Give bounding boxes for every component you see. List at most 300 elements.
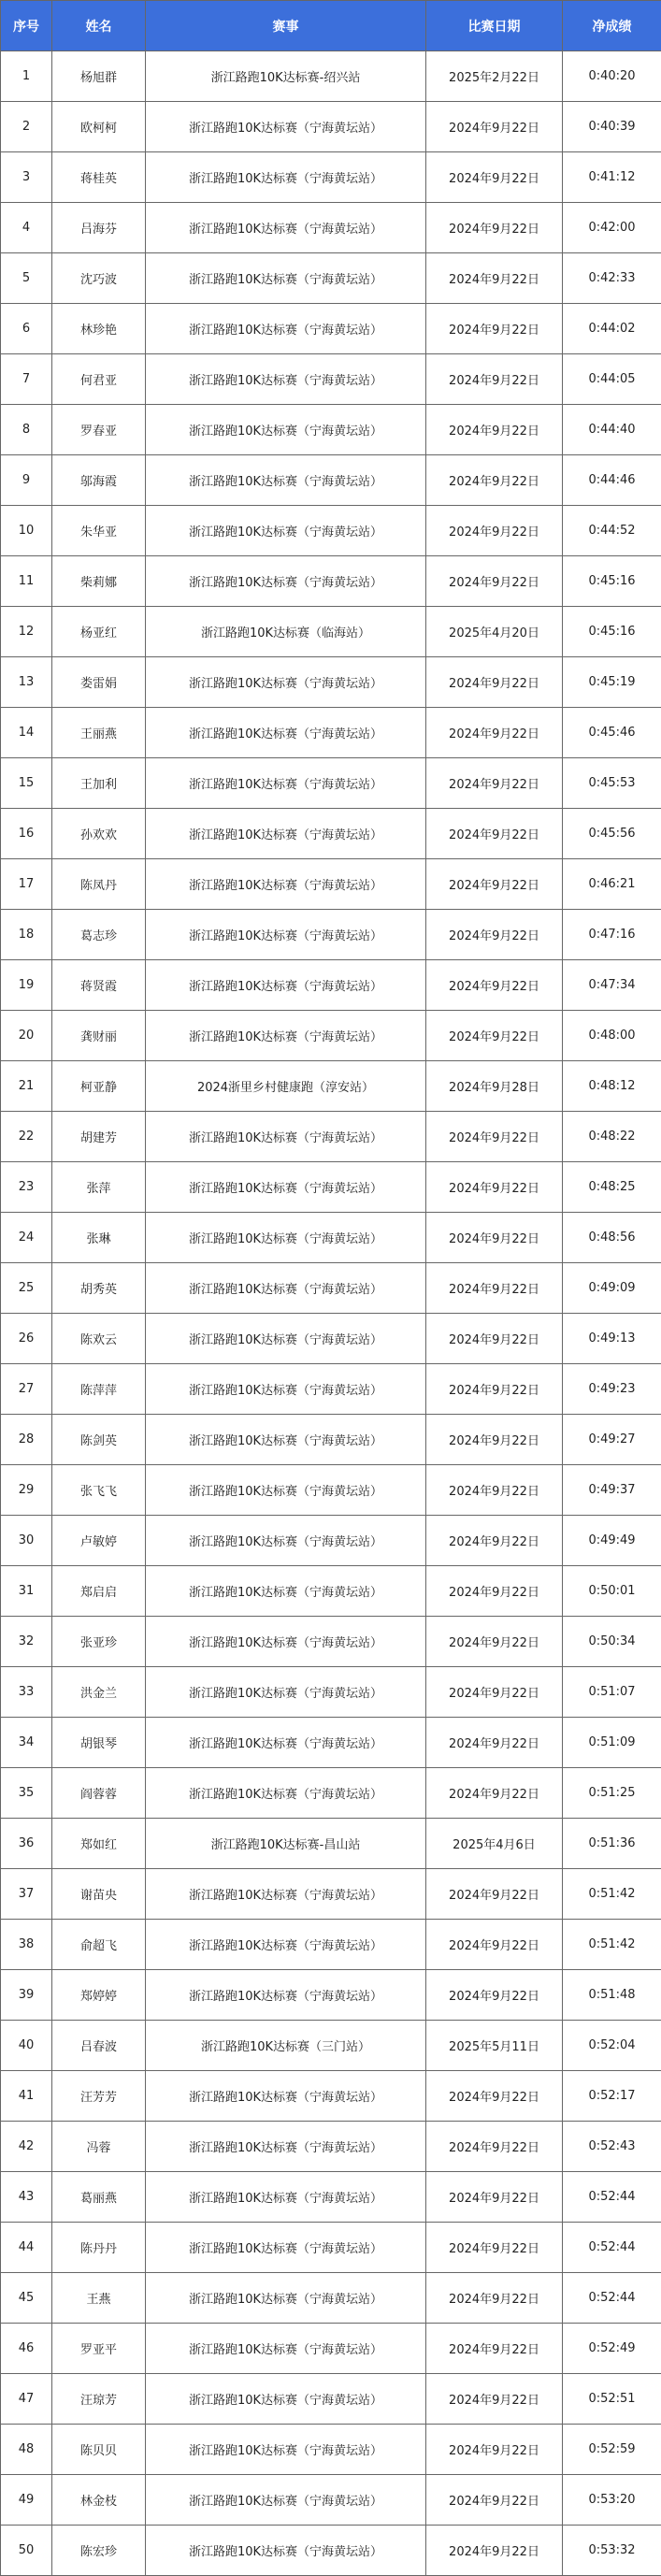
cell-date: 2024年9月22日 bbox=[426, 405, 563, 455]
cell-event: 浙江路跑10K达标赛（宁海黄坛站） bbox=[146, 1465, 426, 1516]
cell-net-time: 0:51:09 bbox=[563, 1718, 661, 1768]
cell-event: 浙江路跑10K达标赛（宁海黄坛站） bbox=[146, 910, 426, 960]
cell-net-time: 0:51:25 bbox=[563, 1768, 661, 1819]
cell-index: 41 bbox=[1, 2071, 52, 2122]
header-event: 赛事 bbox=[146, 1, 426, 51]
cell-name: 朱华亚 bbox=[52, 506, 146, 556]
cell-date: 2024年9月22日 bbox=[426, 1566, 563, 1617]
table-row bbox=[1, 354, 661, 405]
cell-net-time: 0:44:52 bbox=[563, 506, 661, 556]
cell-event: 浙江路跑10K达标赛（宁海黄坛站） bbox=[146, 2374, 426, 2425]
table-row bbox=[1, 1819, 661, 1869]
cell-event: 浙江路跑10K达标赛（宁海黄坛站） bbox=[146, 1920, 426, 1970]
cell-name: 葛志珍 bbox=[52, 910, 146, 960]
cell-date: 2024年9月22日 bbox=[426, 2122, 563, 2172]
table-row bbox=[1, 607, 661, 657]
cell-event: 浙江路跑10K达标赛（宁海黄坛站） bbox=[146, 2122, 426, 2172]
cell-event: 浙江路跑10K达标赛（宁海黄坛站） bbox=[146, 1112, 426, 1162]
cell-net-time: 0:52:49 bbox=[563, 2324, 661, 2374]
cell-event: 浙江路跑10K达标赛（宁海黄坛站） bbox=[146, 354, 426, 405]
cell-event: 浙江路跑10K达标赛（宁海黄坛站） bbox=[146, 506, 426, 556]
cell-date: 2024年9月22日 bbox=[426, 253, 563, 304]
cell-date: 2024年9月22日 bbox=[426, 1112, 563, 1162]
cell-date: 2024年9月22日 bbox=[426, 102, 563, 152]
cell-index: 42 bbox=[1, 2122, 52, 2172]
cell-date: 2024年9月22日 bbox=[426, 2475, 563, 2526]
cell-date: 2024年9月22日 bbox=[426, 354, 563, 405]
cell-index: 24 bbox=[1, 1213, 52, 1263]
cell-net-time: 0:51:48 bbox=[563, 1970, 661, 2021]
cell-date: 2024年9月22日 bbox=[426, 1869, 563, 1920]
cell-index: 13 bbox=[1, 657, 52, 708]
cell-name: 卢敏婷 bbox=[52, 1516, 146, 1566]
table-row bbox=[1, 1617, 661, 1667]
cell-date: 2024年9月22日 bbox=[426, 2324, 563, 2374]
cell-name: 王加利 bbox=[52, 758, 146, 809]
cell-event: 浙江路跑10K达标赛（宁海黄坛站） bbox=[146, 405, 426, 455]
cell-name: 龚财丽 bbox=[52, 1011, 146, 1061]
cell-event: 浙江路跑10K达标赛（宁海黄坛站） bbox=[146, 556, 426, 607]
cell-date: 2024年9月22日 bbox=[426, 1314, 563, 1364]
cell-index: 30 bbox=[1, 1516, 52, 1566]
table-row bbox=[1, 2324, 661, 2374]
table-row bbox=[1, 2374, 661, 2425]
cell-net-time: 0:48:22 bbox=[563, 1112, 661, 1162]
cell-index: 40 bbox=[1, 2021, 52, 2071]
cell-index: 20 bbox=[1, 1011, 52, 1061]
cell-index: 35 bbox=[1, 1768, 52, 1819]
cell-event: 浙江路跑10K达标赛（宁海黄坛站） bbox=[146, 1011, 426, 1061]
cell-index: 45 bbox=[1, 2273, 52, 2324]
cell-net-time: 0:45:46 bbox=[563, 708, 661, 758]
cell-date: 2024年9月28日 bbox=[426, 1061, 563, 1112]
cell-date: 2024年9月22日 bbox=[426, 1617, 563, 1667]
cell-net-time: 0:47:34 bbox=[563, 960, 661, 1011]
cell-net-time: 0:44:02 bbox=[563, 304, 661, 354]
cell-index: 43 bbox=[1, 2172, 52, 2223]
cell-index: 5 bbox=[1, 253, 52, 304]
table-row bbox=[1, 1415, 661, 1465]
cell-name: 胡秀英 bbox=[52, 1263, 146, 1314]
cell-name: 吕海芬 bbox=[52, 203, 146, 253]
cell-event: 浙江路跑10K达标赛（宁海黄坛站） bbox=[146, 1970, 426, 2021]
cell-date: 2024年9月22日 bbox=[426, 1364, 563, 1415]
cell-net-time: 0:46:21 bbox=[563, 859, 661, 910]
cell-name: 王丽燕 bbox=[52, 708, 146, 758]
cell-net-time: 0:45:19 bbox=[563, 657, 661, 708]
cell-net-time: 0:52:44 bbox=[563, 2172, 661, 2223]
table-row bbox=[1, 2071, 661, 2122]
table-row bbox=[1, 102, 661, 152]
cell-date: 2024年9月22日 bbox=[426, 960, 563, 1011]
cell-name: 邬海霞 bbox=[52, 455, 146, 506]
table-row bbox=[1, 152, 661, 203]
table-row bbox=[1, 2172, 661, 2223]
cell-date: 2024年9月22日 bbox=[426, 1516, 563, 1566]
cell-name: 陈剑英 bbox=[52, 1415, 146, 1465]
table-row bbox=[1, 203, 661, 253]
table-row bbox=[1, 1263, 661, 1314]
table-row bbox=[1, 1516, 661, 1566]
cell-name: 张萍 bbox=[52, 1162, 146, 1213]
table-row bbox=[1, 2021, 661, 2071]
cell-index: 2 bbox=[1, 102, 52, 152]
cell-net-time: 0:47:16 bbox=[563, 910, 661, 960]
table-row bbox=[1, 1667, 661, 1718]
cell-date: 2024年9月22日 bbox=[426, 556, 563, 607]
cell-index: 19 bbox=[1, 960, 52, 1011]
cell-index: 8 bbox=[1, 405, 52, 455]
cell-name: 蒋桂英 bbox=[52, 152, 146, 203]
cell-date: 2024年9月22日 bbox=[426, 1465, 563, 1516]
cell-date: 2025年5月11日 bbox=[426, 2021, 563, 2071]
table-body bbox=[1, 51, 661, 2576]
cell-name: 柴莉娜 bbox=[52, 556, 146, 607]
table-row bbox=[1, 506, 661, 556]
table-row bbox=[1, 910, 661, 960]
table-row bbox=[1, 2425, 661, 2475]
cell-event: 浙江路跑10K达标赛（宁海黄坛站） bbox=[146, 708, 426, 758]
cell-index: 22 bbox=[1, 1112, 52, 1162]
cell-net-time: 0:52:44 bbox=[563, 2223, 661, 2273]
cell-name: 陈凤丹 bbox=[52, 859, 146, 910]
table-row bbox=[1, 1768, 661, 1819]
cell-index: 27 bbox=[1, 1364, 52, 1415]
cell-event: 浙江路跑10K达标赛（宁海黄坛站） bbox=[146, 1162, 426, 1213]
cell-net-time: 0:44:05 bbox=[563, 354, 661, 405]
table-row bbox=[1, 657, 661, 708]
table-row bbox=[1, 1364, 661, 1415]
table-row bbox=[1, 1011, 661, 1061]
cell-net-time: 0:52:17 bbox=[563, 2071, 661, 2122]
table-row bbox=[1, 455, 661, 506]
cell-event: 浙江路跑10K达标赛（宁海黄坛站） bbox=[146, 1364, 426, 1415]
table-row bbox=[1, 2475, 661, 2526]
cell-net-time: 0:52:04 bbox=[563, 2021, 661, 2071]
cell-event: 浙江路跑10K达标赛（宁海黄坛站） bbox=[146, 1718, 426, 1768]
cell-date: 2024年9月22日 bbox=[426, 1920, 563, 1970]
cell-date: 2024年9月22日 bbox=[426, 1718, 563, 1768]
cell-net-time: 0:48:12 bbox=[563, 1061, 661, 1112]
table-row bbox=[1, 2122, 661, 2172]
cell-name: 罗春亚 bbox=[52, 405, 146, 455]
cell-net-time: 0:53:20 bbox=[563, 2475, 661, 2526]
cell-index: 4 bbox=[1, 203, 52, 253]
cell-index: 7 bbox=[1, 354, 52, 405]
table-row bbox=[1, 1465, 661, 1516]
cell-event: 浙江路跑10K达标赛（临海站） bbox=[146, 607, 426, 657]
cell-event: 浙江路跑10K达标赛（宁海黄坛站） bbox=[146, 152, 426, 203]
table-row bbox=[1, 2223, 661, 2273]
cell-event: 浙江路跑10K达标赛（宁海黄坛站） bbox=[146, 960, 426, 1011]
cell-index: 37 bbox=[1, 1869, 52, 1920]
cell-index: 25 bbox=[1, 1263, 52, 1314]
table-row bbox=[1, 51, 661, 102]
table-row bbox=[1, 859, 661, 910]
cell-net-time: 0:45:53 bbox=[563, 758, 661, 809]
cell-index: 34 bbox=[1, 1718, 52, 1768]
cell-event: 浙江路跑10K达标赛（宁海黄坛站） bbox=[146, 2425, 426, 2475]
cell-name: 柯亚静 bbox=[52, 1061, 146, 1112]
cell-event: 浙江路跑10K达标赛（宁海黄坛站） bbox=[146, 1314, 426, 1364]
cell-name: 冯蓉 bbox=[52, 2122, 146, 2172]
cell-index: 47 bbox=[1, 2374, 52, 2425]
cell-index: 21 bbox=[1, 1061, 52, 1112]
cell-event: 浙江路跑10K达标赛（宁海黄坛站） bbox=[146, 1869, 426, 1920]
cell-index: 33 bbox=[1, 1667, 52, 1718]
cell-index: 28 bbox=[1, 1415, 52, 1465]
cell-date: 2024年9月22日 bbox=[426, 1263, 563, 1314]
cell-name: 胡银琴 bbox=[52, 1718, 146, 1768]
table-row bbox=[1, 2273, 661, 2324]
cell-name: 杨旭群 bbox=[52, 51, 146, 102]
cell-event: 浙江路跑10K达标赛（三门站） bbox=[146, 2021, 426, 2071]
cell-name: 蒋贤霞 bbox=[52, 960, 146, 1011]
cell-date: 2024年9月22日 bbox=[426, 758, 563, 809]
cell-date: 2024年9月22日 bbox=[426, 2172, 563, 2223]
cell-date: 2024年9月22日 bbox=[426, 1970, 563, 2021]
cell-event: 浙江路跑10K达标赛（宁海黄坛站） bbox=[146, 758, 426, 809]
cell-date: 2024年9月22日 bbox=[426, 2526, 563, 2576]
cell-index: 39 bbox=[1, 1970, 52, 2021]
cell-event: 浙江路跑10K达标赛-昌山站 bbox=[146, 1819, 426, 1869]
cell-event: 浙江路跑10K达标赛（宁海黄坛站） bbox=[146, 203, 426, 253]
cell-date: 2024年9月22日 bbox=[426, 2273, 563, 2324]
table-row bbox=[1, 1213, 661, 1263]
cell-event: 浙江路跑10K达标赛（宁海黄坛站） bbox=[146, 1415, 426, 1465]
cell-name: 陈丹丹 bbox=[52, 2223, 146, 2273]
header-net-time: 净成绩 bbox=[563, 1, 661, 51]
cell-net-time: 0:44:46 bbox=[563, 455, 661, 506]
cell-date: 2024年9月22日 bbox=[426, 203, 563, 253]
cell-index: 50 bbox=[1, 2526, 52, 2576]
cell-name: 林金枝 bbox=[52, 2475, 146, 2526]
cell-name: 谢苗央 bbox=[52, 1869, 146, 1920]
table-row bbox=[1, 960, 661, 1011]
header-row bbox=[1, 1, 661, 51]
cell-date: 2024年9月22日 bbox=[426, 809, 563, 859]
cell-index: 3 bbox=[1, 152, 52, 203]
cell-date: 2025年4月20日 bbox=[426, 607, 563, 657]
table-row bbox=[1, 405, 661, 455]
cell-date: 2024年9月22日 bbox=[426, 657, 563, 708]
cell-name: 洪金兰 bbox=[52, 1667, 146, 1718]
cell-name: 葛丽燕 bbox=[52, 2172, 146, 2223]
cell-date: 2024年9月22日 bbox=[426, 152, 563, 203]
cell-net-time: 0:51:42 bbox=[563, 1869, 661, 1920]
cell-index: 17 bbox=[1, 859, 52, 910]
cell-index: 36 bbox=[1, 1819, 52, 1869]
cell-name: 胡建芳 bbox=[52, 1112, 146, 1162]
cell-index: 26 bbox=[1, 1314, 52, 1364]
cell-date: 2024年9月22日 bbox=[426, 2071, 563, 2122]
cell-net-time: 0:42:00 bbox=[563, 203, 661, 253]
table-row bbox=[1, 1920, 661, 1970]
cell-net-time: 0:52:51 bbox=[563, 2374, 661, 2425]
cell-event: 浙江路跑10K达标赛（宁海黄坛站） bbox=[146, 2324, 426, 2374]
cell-date: 2024年9月22日 bbox=[426, 1768, 563, 1819]
cell-net-time: 0:45:16 bbox=[563, 556, 661, 607]
cell-net-time: 0:40:20 bbox=[563, 51, 661, 102]
table-row bbox=[1, 1566, 661, 1617]
cell-net-time: 0:52:59 bbox=[563, 2425, 661, 2475]
cell-date: 2024年9月22日 bbox=[426, 2223, 563, 2273]
cell-event: 2024浙里乡村健康跑（淳安站） bbox=[146, 1061, 426, 1112]
header-name: 姓名 bbox=[52, 1, 146, 51]
cell-event: 浙江路跑10K达标赛（宁海黄坛站） bbox=[146, 102, 426, 152]
cell-net-time: 0:48:00 bbox=[563, 1011, 661, 1061]
table-row bbox=[1, 1112, 661, 1162]
cell-date: 2024年9月22日 bbox=[426, 2374, 563, 2425]
cell-event: 浙江路跑10K达标赛（宁海黄坛站） bbox=[146, 1768, 426, 1819]
cell-date: 2024年9月22日 bbox=[426, 506, 563, 556]
cell-index: 16 bbox=[1, 809, 52, 859]
cell-date: 2024年9月22日 bbox=[426, 1162, 563, 1213]
table-row bbox=[1, 1970, 661, 2021]
cell-name: 汪琼芳 bbox=[52, 2374, 146, 2425]
cell-date: 2024年9月22日 bbox=[426, 2425, 563, 2475]
cell-net-time: 0:49:27 bbox=[563, 1415, 661, 1465]
table-row bbox=[1, 1314, 661, 1364]
cell-name: 陈萍萍 bbox=[52, 1364, 146, 1415]
cell-event: 浙江路跑10K达标赛（宁海黄坛站） bbox=[146, 1667, 426, 1718]
cell-event: 浙江路跑10K达标赛（宁海黄坛站） bbox=[146, 1617, 426, 1667]
cell-net-time: 0:49:09 bbox=[563, 1263, 661, 1314]
cell-event: 浙江路跑10K达标赛（宁海黄坛站） bbox=[146, 1263, 426, 1314]
cell-index: 12 bbox=[1, 607, 52, 657]
cell-date: 2024年9月22日 bbox=[426, 910, 563, 960]
table-row bbox=[1, 708, 661, 758]
cell-event: 浙江路跑10K达标赛（宁海黄坛站） bbox=[146, 859, 426, 910]
cell-net-time: 0:42:33 bbox=[563, 253, 661, 304]
cell-event: 浙江路跑10K达标赛（宁海黄坛站） bbox=[146, 1213, 426, 1263]
cell-name: 孙欢欢 bbox=[52, 809, 146, 859]
cell-index: 44 bbox=[1, 2223, 52, 2273]
cell-name: 罗亚平 bbox=[52, 2324, 146, 2374]
cell-index: 14 bbox=[1, 708, 52, 758]
cell-date: 2024年9月22日 bbox=[426, 1415, 563, 1465]
cell-index: 23 bbox=[1, 1162, 52, 1213]
table-row bbox=[1, 1869, 661, 1920]
cell-event: 浙江路跑10K达标赛（宁海黄坛站） bbox=[146, 657, 426, 708]
cell-name: 张亚珍 bbox=[52, 1617, 146, 1667]
cell-event: 浙江路跑10K达标赛（宁海黄坛站） bbox=[146, 2223, 426, 2273]
cell-date: 2024年9月22日 bbox=[426, 455, 563, 506]
table-row bbox=[1, 758, 661, 809]
cell-name: 张琳 bbox=[52, 1213, 146, 1263]
cell-name: 俞超飞 bbox=[52, 1920, 146, 1970]
cell-net-time: 0:51:36 bbox=[563, 1819, 661, 1869]
cell-index: 15 bbox=[1, 758, 52, 809]
cell-net-time: 0:48:25 bbox=[563, 1162, 661, 1213]
cell-date: 2024年9月22日 bbox=[426, 708, 563, 758]
table-row bbox=[1, 253, 661, 304]
table-row bbox=[1, 2526, 661, 2576]
cell-net-time: 0:50:34 bbox=[563, 1617, 661, 1667]
cell-net-time: 0:45:56 bbox=[563, 809, 661, 859]
cell-date: 2024年9月22日 bbox=[426, 1213, 563, 1263]
cell-name: 郑如红 bbox=[52, 1819, 146, 1869]
cell-net-time: 0:52:43 bbox=[563, 2122, 661, 2172]
cell-index: 9 bbox=[1, 455, 52, 506]
cell-event: 浙江路跑10K达标赛（宁海黄坛站） bbox=[146, 2071, 426, 2122]
cell-net-time: 0:40:39 bbox=[563, 102, 661, 152]
cell-index: 31 bbox=[1, 1566, 52, 1617]
cell-event: 浙江路跑10K达标赛（宁海黄坛站） bbox=[146, 2172, 426, 2223]
table-row bbox=[1, 809, 661, 859]
cell-net-time: 0:45:16 bbox=[563, 607, 661, 657]
table-row bbox=[1, 304, 661, 354]
cell-name: 何君亚 bbox=[52, 354, 146, 405]
cell-net-time: 0:48:56 bbox=[563, 1213, 661, 1263]
cell-name: 阎蓉蓉 bbox=[52, 1768, 146, 1819]
cell-name: 吕春波 bbox=[52, 2021, 146, 2071]
cell-name: 欧柯柯 bbox=[52, 102, 146, 152]
cell-event: 浙江路跑10K达标赛（宁海黄坛站） bbox=[146, 455, 426, 506]
cell-index: 10 bbox=[1, 506, 52, 556]
cell-event: 浙江路跑10K达标赛（宁海黄坛站） bbox=[146, 253, 426, 304]
table-row bbox=[1, 1162, 661, 1213]
cell-net-time: 0:49:13 bbox=[563, 1314, 661, 1364]
cell-event: 浙江路跑10K达标赛（宁海黄坛站） bbox=[146, 809, 426, 859]
cell-event: 浙江路跑10K达标赛（宁海黄坛站） bbox=[146, 304, 426, 354]
cell-name: 杨亚红 bbox=[52, 607, 146, 657]
cell-name: 郑启启 bbox=[52, 1566, 146, 1617]
cell-date: 2024年9月22日 bbox=[426, 859, 563, 910]
cell-event: 浙江路跑10K达标赛（宁海黄坛站） bbox=[146, 1566, 426, 1617]
cell-event: 浙江路跑10K达标赛-绍兴站 bbox=[146, 51, 426, 102]
cell-event: 浙江路跑10K达标赛（宁海黄坛站） bbox=[146, 2526, 426, 2576]
table-row bbox=[1, 1718, 661, 1768]
cell-index: 32 bbox=[1, 1617, 52, 1667]
cell-name: 娄雷娟 bbox=[52, 657, 146, 708]
cell-date: 2024年9月22日 bbox=[426, 1667, 563, 1718]
cell-net-time: 0:41:12 bbox=[563, 152, 661, 203]
header-date: 比赛日期 bbox=[426, 1, 563, 51]
cell-net-time: 0:49:49 bbox=[563, 1516, 661, 1566]
cell-index: 49 bbox=[1, 2475, 52, 2526]
cell-name: 张飞飞 bbox=[52, 1465, 146, 1516]
cell-net-time: 0:51:07 bbox=[563, 1667, 661, 1718]
cell-event: 浙江路跑10K达标赛（宁海黄坛站） bbox=[146, 2273, 426, 2324]
cell-index: 18 bbox=[1, 910, 52, 960]
cell-date: 2024年9月22日 bbox=[426, 304, 563, 354]
cell-index: 48 bbox=[1, 2425, 52, 2475]
header-index: 序号 bbox=[1, 1, 52, 51]
cell-name: 郑婷婷 bbox=[52, 1970, 146, 2021]
cell-event: 浙江路跑10K达标赛（宁海黄坛站） bbox=[146, 1516, 426, 1566]
table-row bbox=[1, 1061, 661, 1112]
cell-index: 46 bbox=[1, 2324, 52, 2374]
table-row bbox=[1, 556, 661, 607]
cell-date: 2025年2月22日 bbox=[426, 51, 563, 102]
cell-index: 29 bbox=[1, 1465, 52, 1516]
cell-index: 1 bbox=[1, 51, 52, 102]
cell-name: 陈欢云 bbox=[52, 1314, 146, 1364]
cell-name: 王燕 bbox=[52, 2273, 146, 2324]
cell-name: 陈宏珍 bbox=[52, 2526, 146, 2576]
cell-index: 38 bbox=[1, 1920, 52, 1970]
cell-name: 陈贝贝 bbox=[52, 2425, 146, 2475]
cell-date: 2024年9月22日 bbox=[426, 1011, 563, 1061]
cell-net-time: 0:49:37 bbox=[563, 1465, 661, 1516]
cell-name: 林珍艳 bbox=[52, 304, 146, 354]
cell-name: 沈巧波 bbox=[52, 253, 146, 304]
cell-net-time: 0:53:32 bbox=[563, 2526, 661, 2576]
cell-event: 浙江路跑10K达标赛（宁海黄坛站） bbox=[146, 2475, 426, 2526]
cell-net-time: 0:51:42 bbox=[563, 1920, 661, 1970]
cell-net-time: 0:50:01 bbox=[563, 1566, 661, 1617]
